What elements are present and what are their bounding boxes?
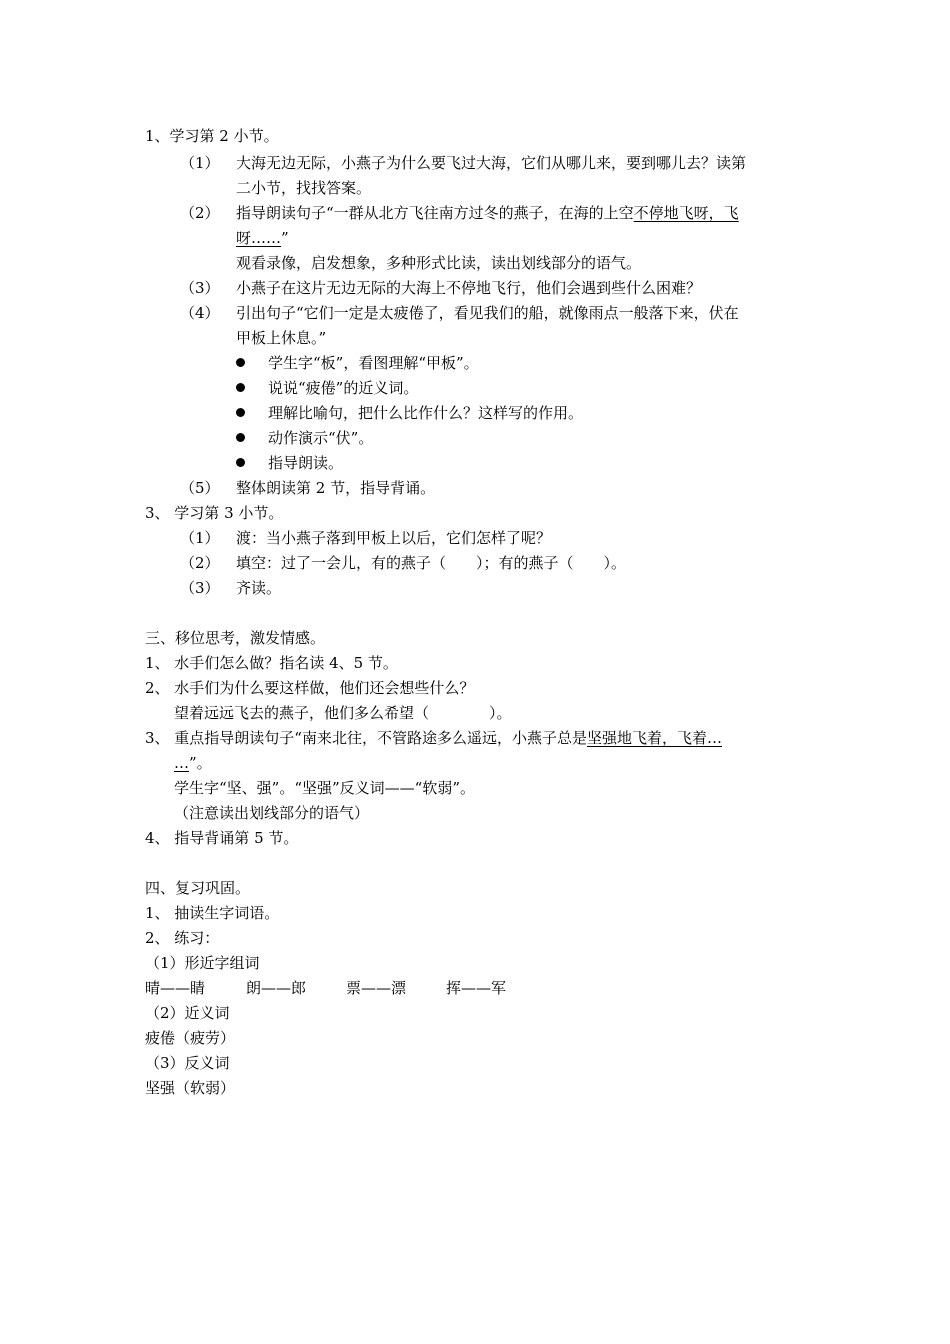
item-text: 渡：当小燕子落到甲板上以后，它们怎样了呢？: [236, 529, 552, 547]
list-item: 4、 指导背诵第 5 节。: [145, 829, 299, 847]
section-heading: 3、 学习第 3 小节。: [145, 504, 284, 522]
closing-quote: ”。: [189, 754, 212, 772]
item-number: （1）: [180, 529, 220, 547]
item-number: （5）: [180, 479, 220, 497]
item-text: [236, 203, 739, 223]
sub-heading: （3）反义词: [145, 1054, 230, 1072]
sentence-text: 指导朗读句子“一群从北方飞往南方过冬的燕子，在海的上空: [236, 204, 634, 222]
item-text: 观看录像，启发想象，多种形式比读，读出划线部分的语气。: [236, 254, 642, 272]
sentence-text: 3、 重点指导朗读句子“南来北往，不管路途多么遥远，小燕子总是: [145, 729, 587, 747]
bullet-text: 理解比喻句，把什么比作什么？这样写的作用。: [268, 404, 584, 422]
item-text: [236, 228, 289, 248]
bullet-dot: [236, 408, 245, 417]
sub-heading: （2）近义词: [145, 1004, 230, 1022]
list-item-text: 学生字“坚、强”。“坚强”反义词——“软弱”。: [174, 779, 476, 797]
item-text: 二小节，找找答案。: [236, 179, 372, 197]
item-text: 整体朗读第 2 节，指导背诵。: [236, 479, 436, 497]
item-number: （2）: [180, 554, 220, 572]
bullet-dot: [236, 358, 245, 367]
bullet-text: 指导朗读。: [268, 454, 344, 472]
item-text: 大海无边无际，小燕子为什么要飞过大海，它们从哪儿来，要到哪儿去？读第: [236, 154, 747, 172]
list-item-text: 望着远远飞去的燕子，他们多么希望（ ）。: [174, 704, 512, 722]
item-number: （4）: [180, 304, 220, 322]
item-text: 齐读。: [236, 579, 282, 597]
underlined-phrase: 坚强地飞着，飞着…: [586, 729, 722, 747]
bullet-dot: [236, 458, 245, 467]
word-answer: 疲倦（疲劳）: [145, 1029, 236, 1047]
closing-quote: ”: [281, 229, 289, 247]
sub-heading: （1）形近字组词: [145, 954, 260, 972]
list-item: 2、 水手们为什么要这样做，他们还会想些什么？: [145, 679, 475, 697]
underlined-phrase: …: [174, 754, 189, 772]
bullet-text: 学生字“板”，看图理解“甲板”。: [268, 354, 479, 372]
underlined-phrase: 呀……: [236, 229, 282, 247]
item-number: （3）: [180, 279, 220, 297]
item-text: 小燕子在这片无边无际的大海上不停地飞行，他们会遇到些什么困难？: [236, 279, 702, 297]
list-item: [145, 728, 722, 748]
item-text: 填空：过了一会儿，有的燕子（ ）；有的燕子（ ）。: [236, 554, 627, 572]
section-heading: 四、复习巩固。: [145, 879, 251, 897]
item-number: （3）: [180, 579, 220, 597]
bullet-dot: [236, 433, 245, 442]
item-text: 甲板上休息。”: [236, 329, 327, 347]
item-number: （2）: [180, 204, 220, 222]
section-heading: 1、学习第 2 小节。: [145, 127, 279, 145]
list-item: 1、 抽读生字词语。: [145, 904, 280, 922]
word-pair: 晴——睛: [145, 979, 206, 997]
list-item: 2、 练习：: [145, 929, 220, 947]
word-answer: 坚强（软弱）: [145, 1079, 236, 1097]
word-pair: 票——漂: [346, 979, 407, 997]
list-item-text: [174, 753, 212, 773]
word-pair: 朗——郎: [246, 979, 307, 997]
bullet-dot: [236, 383, 245, 392]
underlined-phrase: 不停地飞呀，飞: [633, 204, 739, 222]
bullet-text: 动作演示“伏”。: [268, 429, 374, 447]
item-text: 引出句子“它们一定是太疲倦了，看见我们的船，就像雨点一般落下来，伏在: [236, 304, 739, 322]
bullet-text: 说说“疲倦”的近义词。: [268, 379, 419, 397]
list-item-text: （注意读出划线部分的语气）: [174, 804, 370, 822]
section-heading: 三、移位思考，激发情感。: [145, 629, 326, 647]
item-number: （1）: [180, 154, 220, 172]
list-item: 1、 水手们怎么做？指名读 4、5 节。: [145, 654, 398, 672]
word-pair: 挥——军: [446, 979, 507, 997]
